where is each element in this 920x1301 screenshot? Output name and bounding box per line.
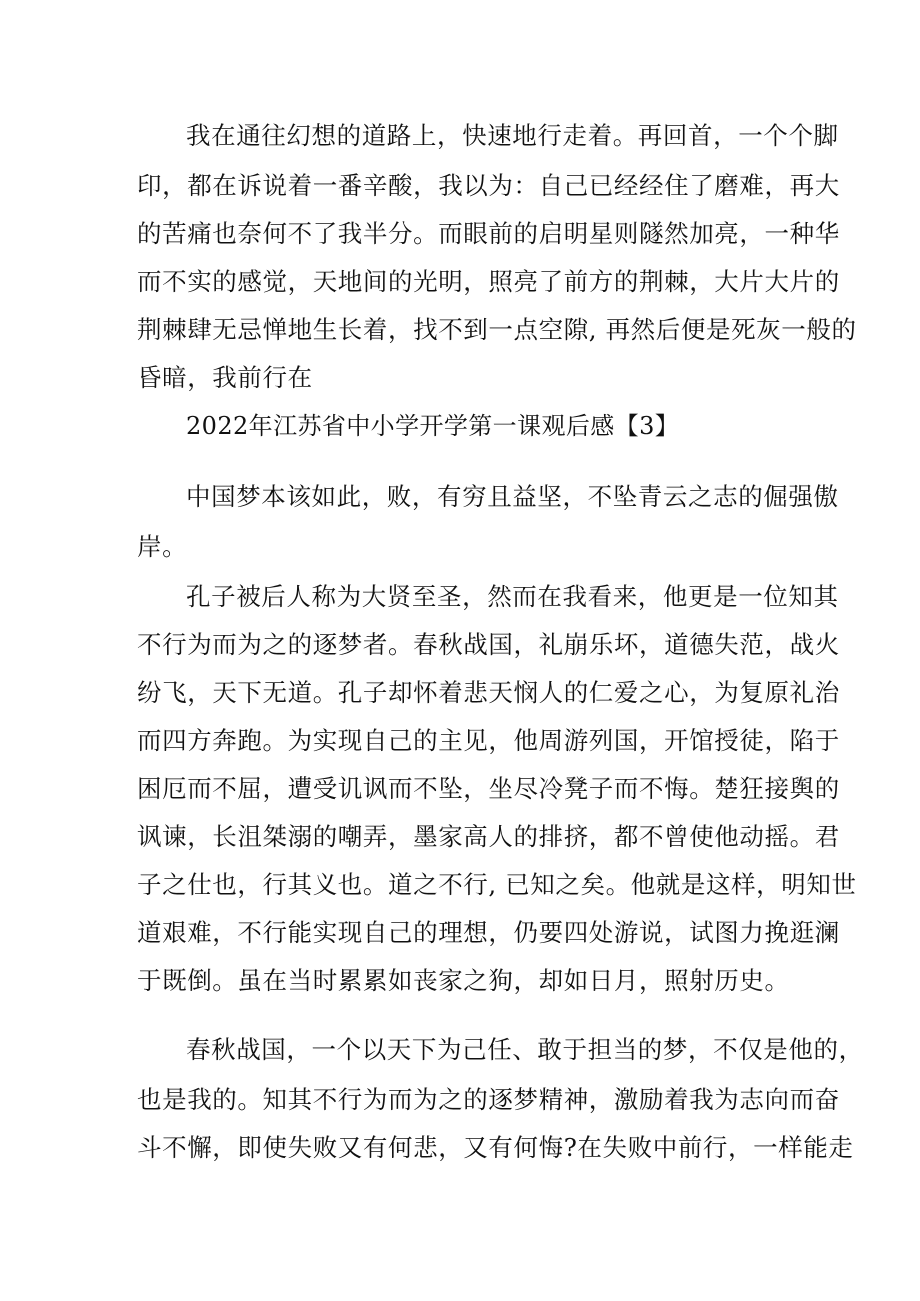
- paragraph-1-line-2: 印，都在诉说着一番辛酸，我以为：自己已经经住了磨难，再大: [137, 171, 840, 200]
- paragraph-3-line-2: 不行为而为之的逐梦者。春秋战国，礼崩乐坏，道德失范，战火: [137, 630, 840, 659]
- paragraph-3-line-7: 子之仕也，行其义也。道之不行, 已知之矣。他就是这样，明知世: [137, 870, 857, 899]
- paragraph-3-line-4: 而四方奔跑。为实现自己的主见，他周游列国，开馆授徒，陷于: [137, 726, 840, 755]
- paragraph-3-line-9: 于既倒。虽在当时累累如丧家之狗，却如日月，照射历史。: [137, 966, 790, 995]
- section-heading: 2022年江苏省中小学开学第一课观后感【3】: [186, 412, 680, 440]
- paragraph-3-line-1: 孔子被后人称为大贤至圣，然而在我看来，他更是一位知其: [186, 582, 839, 611]
- paragraph-3-line-8: 道艰难，不行能实现自己的理想，仍要四处游说，试图力挽逛澜: [137, 918, 840, 947]
- paragraph-3-line-6: 讽谏，长沮桀溺的嘲弄，墨家高人的排挤，都不曾使他动摇。君: [137, 822, 840, 851]
- paragraph-4-line-3: 斗不懈，即使失败又有何悲，又有何悔?在失败中前行，一样能走: [137, 1133, 854, 1162]
- paragraph-1-line-5: 荆棘肆无忌惮地生长着，找不到一点空隙, 再然后便是死灰一般的: [137, 315, 857, 344]
- paragraph-1-line-6: 昏暗，我前行在: [137, 363, 313, 392]
- paragraph-2-line-1: 中国梦本该如此，败，有穷且益坚，不坠青云之志的倔强傲: [186, 482, 839, 511]
- paragraph-1-line-4: 而不实的感觉，天地间的光明，照亮了前方的荆棘，大片大片的: [137, 267, 840, 296]
- paragraph-3-line-3: 纷飞，天下无道。孔子却怀着悲天悯人的仁爱之心，为复原礼治: [137, 678, 840, 707]
- paragraph-4-line-1: 春秋战国，一个以天下为己任、敢于担当的梦，不仅是他的，: [186, 1035, 864, 1064]
- paragraph-2-line-2: 岸。: [137, 532, 188, 561]
- paragraph-3-line-5: 困厄而不屈，遭受讥讽而不坠，坐尽冷凳子而不悔。楚狂接舆的: [137, 774, 840, 803]
- paragraph-4-line-2: 也是我的。知其不行为而为之的逐梦精神，激励着我为志向而奋: [137, 1085, 840, 1114]
- paragraph-1-line-1: 我在通往幻想的道路上，快速地行走着。再回首，一个个脚: [186, 121, 839, 150]
- paragraph-1-line-3: 的苦痛也奈何不了我半分。而眼前的启明星则隧然加亮，一种华: [137, 219, 840, 248]
